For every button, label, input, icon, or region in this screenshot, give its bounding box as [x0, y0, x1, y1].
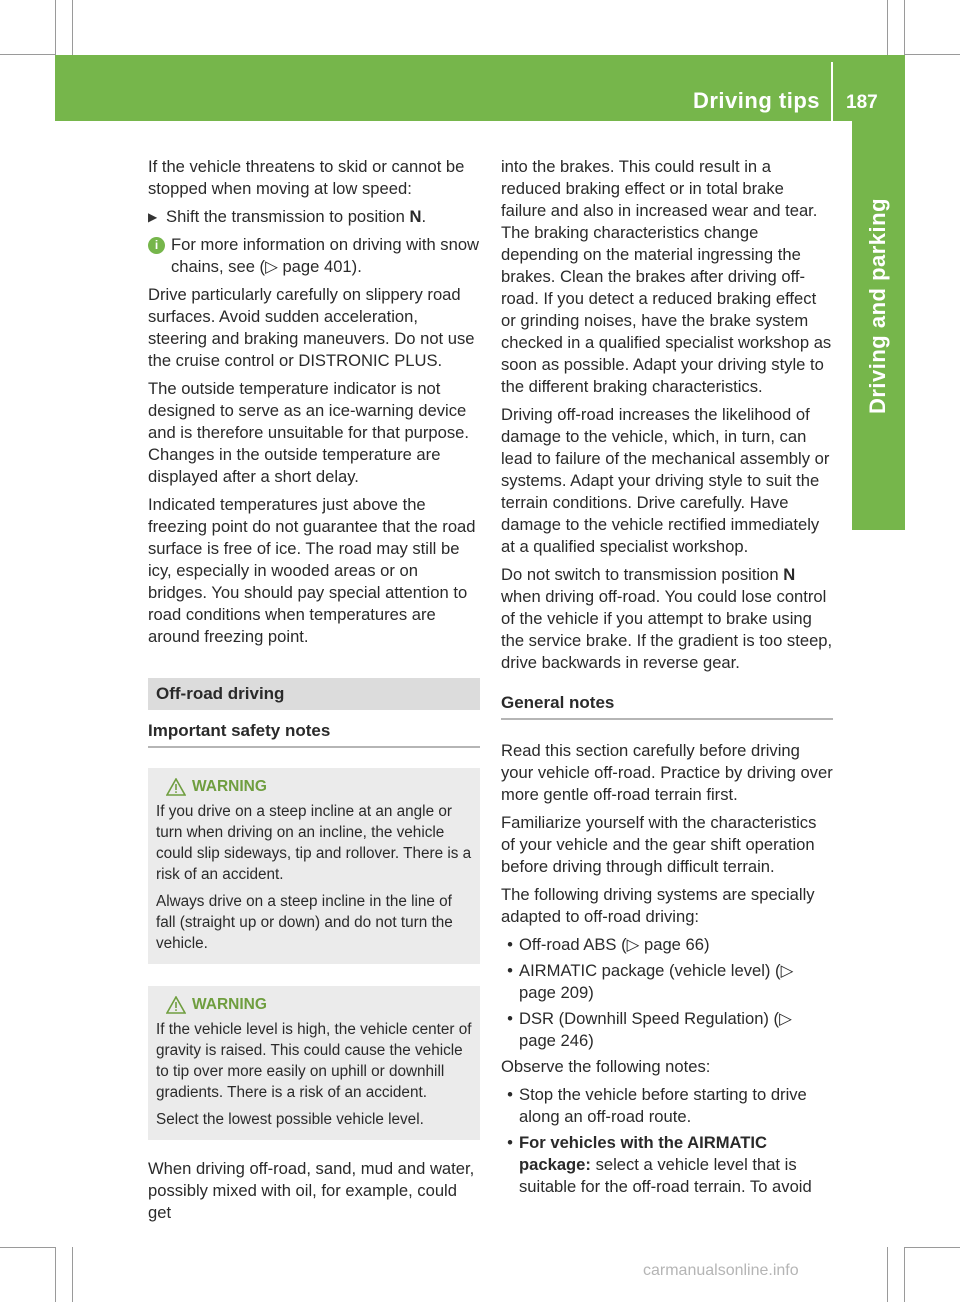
bullet-icon: •: [507, 1085, 513, 1104]
crop-mark: [72, 1247, 73, 1302]
paragraph-bold: N: [783, 565, 796, 584]
info-note: [148, 234, 480, 278]
list-item-text: Stop the vehicle before starting to drive along an off-road route.: [519, 1085, 807, 1126]
right-column: [501, 156, 833, 1202]
list-item-main: select a vehicle level that is suitable for the off-road terrain. To avoid: [519, 1155, 812, 1196]
list-item-main: AIRMATIC package (vehicle level) (: [519, 961, 781, 980]
instruction-text-end: .: [421, 207, 427, 226]
list-item-main: DSR (Downhill Speed Regulation) (: [519, 1009, 780, 1028]
bullet-icon: •: [507, 935, 513, 954]
running-header-title: Driving tips: [692, 88, 820, 113]
paragraph-text: when driving off-road. You could lose control of the vehicle if you attempt to brake using the service brake. If the gradient is too steep, drive backwards in reverse gear.: [501, 587, 833, 672]
crop-mark: [904, 1247, 905, 1302]
warning-label: WARNING: [192, 778, 267, 795]
bullet-icon: •: [507, 961, 513, 980]
warning-header: [166, 776, 472, 797]
paragraph: Indicated temperatures just above the freezing point do not guarantee that the road surface is free of ice. The road may still be icy, especially in wooded areas or on bridges. You should pay special attention to road conditions when temperatures are around freezing point.: [148, 495, 476, 646]
crop-mark: [905, 54, 960, 55]
paragraph: [501, 564, 833, 674]
arrow-right-icon: ▶: [148, 210, 158, 224]
warning-box: [148, 986, 480, 1140]
crop-mark: [55, 0, 56, 55]
warning-triangle-icon: [166, 996, 186, 1014]
paragraph: If the vehicle threatens to skid or cannot be stopped when moving at low speed:: [148, 157, 465, 198]
instruction-step: [148, 206, 480, 228]
list-item-end: ): [588, 983, 594, 1002]
watermark: carmanualsonline.info: [643, 1262, 799, 1279]
paragraph: The following driving systems are specially adapted to off-road driving:: [501, 885, 815, 926]
list-item: [501, 1132, 833, 1198]
info-text-end: ).: [351, 257, 362, 276]
paragraph: When driving off-road, sand, mud and water, possibly mixed with oil, for example, could get: [148, 1159, 475, 1222]
list-item: [501, 1008, 833, 1052]
list-item-text: [519, 1008, 833, 1052]
chapter-tab-text: Driving and parking: [865, 197, 891, 415]
warning-text: If the vehicle level is high, the vehicle center of gravity is raised. This could cause the vehicle to tip over more easily on uphill or downhill gradients. There is a risk of an accident.: [156, 1021, 472, 1101]
bullet-icon: •: [507, 1009, 513, 1028]
chapter-tab-marker: [852, 486, 905, 530]
instruction-text: [166, 206, 426, 228]
paragraph: into the brakes. This could result in a reduced braking effect or in total brake failure and also in increased wear and tear. The braking characteristics change depending on the material ingressing the brakes. Clean the brakes after driving off-road. If you detect a reduced braking effect or grinding noises, have the brake system checked in a qualified specialist workshop as soon as possible. Adapt your driving style to the different braking characteristics.: [501, 157, 832, 396]
warning-header: [166, 994, 472, 1015]
warning-text: Always drive on a steep incline in the line of fall (straight up or down) and do not turn the vehicle.: [156, 893, 453, 952]
subsection-heading: Important safety notes: [148, 720, 480, 748]
page-reference[interactable]: ▷ page 66: [626, 935, 704, 954]
paragraph: Observe the following notes:: [501, 1057, 711, 1076]
list-item-text: [519, 960, 833, 1004]
paragraph: Read this section carefully before driving your vehicle off-road. Practice by driving over more gentle off-road terrain first.: [501, 741, 833, 804]
list-item-text: [519, 934, 710, 956]
instruction-text-bold: N: [409, 207, 422, 226]
list-item-end: ): [703, 935, 710, 954]
list-item-bold: For vehicles with the AIRMATIC package:: [519, 1133, 768, 1174]
crop-mark: [887, 1247, 888, 1302]
page-reference[interactable]: ▷ page 401: [265, 257, 352, 276]
left-column: [148, 156, 480, 1230]
bullet-icon: •: [507, 1133, 513, 1152]
paragraph: Familiarize yourself with the characteristics of your vehicle and the gear shift operation before driving through difficult terrain.: [501, 813, 817, 876]
crop-mark: [887, 0, 888, 55]
paragraph-text: Do not switch to transmission position: [501, 565, 784, 584]
page-reference[interactable]: ▷ page 246: [519, 1009, 792, 1050]
crop-mark: [904, 0, 905, 55]
crop-mark: [0, 54, 55, 55]
crop-mark: [905, 1247, 960, 1248]
header-separator: [831, 62, 833, 121]
info-text-main: For more information on driving with snow chains, see (: [171, 235, 480, 276]
crop-mark: [55, 1247, 56, 1302]
info-icon: i: [148, 237, 165, 254]
paragraph: Driving off-road increases the likelihood of damage to the vehicle, which, in turn, can lead to failure of the mechanical assembly or systems. Adapt your driving style to suit the terrain conditions. Drive carefully. Have damage to the vehicle rectified immediately at a qualified specialist workshop.: [501, 405, 830, 556]
instruction-text-main: Shift the transmission to position: [166, 207, 410, 226]
list-item-end: ): [588, 1031, 594, 1050]
paragraph: Drive particularly carefully on slippery road surfaces. Avoid sudden acceleration, steering and braking maneuvers. Do not use the cruise control or DISTRONIC PLUS.: [148, 285, 475, 370]
warning-triangle-icon: [166, 778, 186, 796]
list-item-main: Off-road ABS (: [519, 935, 627, 954]
warning-text: Select the lowest possible vehicle level.: [156, 1111, 424, 1128]
list-item: [501, 1084, 833, 1128]
info-text: [171, 234, 480, 278]
crop-mark: [72, 0, 73, 55]
page-number: 187: [846, 92, 878, 113]
section-heading: Off-road driving: [148, 678, 480, 710]
list-item: [501, 960, 833, 1004]
chapter-tab-label: [852, 121, 905, 491]
warning-box: [148, 768, 480, 964]
page-reference[interactable]: ▷ page 209: [519, 961, 794, 1002]
list-item: [501, 934, 833, 956]
list-item-text: [519, 1132, 833, 1198]
crop-mark: [0, 1247, 55, 1248]
warning-label: WARNING: [192, 996, 267, 1013]
warning-text: If you drive on a steep incline at an angle or turn when driving on an incline, the vehicle could slip sideways, tip and rollover. There is a risk of an accident.: [156, 803, 472, 883]
paragraph: The outside temperature indicator is not designed to serve as an ice-warning device and is therefore unsuitable for that purpose. Changes in the outside temperature are displayed after a short delay.: [148, 379, 470, 486]
subsection-heading: General notes: [501, 692, 833, 720]
